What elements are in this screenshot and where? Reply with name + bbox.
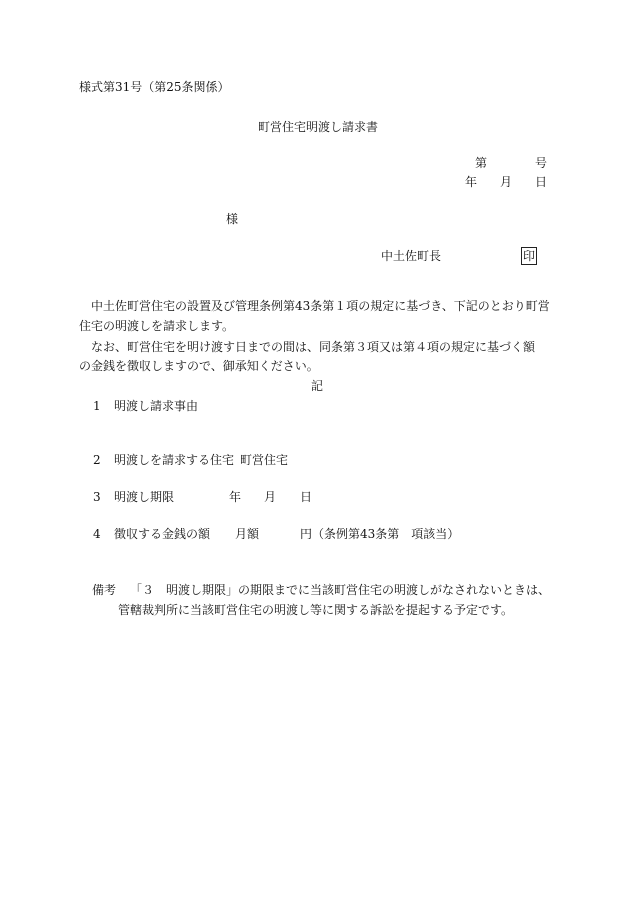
body-para1-line2: 住宅の明渡しを請求します。 [79, 319, 235, 333]
remarks-line2: 管轄裁判所に当該町営住宅の明渡し等に関する訴訟を提起する予定です。 [118, 603, 514, 617]
date-day: 日 [535, 175, 548, 189]
doc-number-dai: 第 [475, 156, 488, 170]
date-month: 月 [500, 175, 513, 189]
item-1-label: 明渡し請求事由 [114, 399, 199, 413]
item-2-number: 2 [93, 453, 101, 467]
remarks-label: 備考 [92, 583, 117, 597]
item-4-label: 徴収する金銭の額 [114, 527, 211, 541]
ki-heading: 記 [311, 379, 324, 393]
item-1-number: 1 [93, 399, 101, 413]
body-para2-line2: の金銭を徴収しますので、御承知ください。 [79, 359, 319, 373]
body-para2-line1: なお、町営住宅を明け渡す日までの間は、同条第３項又は第４項の規定に基づく額 [91, 340, 536, 354]
sender-name: 中土佐町長 [381, 249, 442, 263]
item-3-number: 3 [93, 490, 101, 504]
remarks-line1: 「３ 明渡し期限」の期限までに当該町営住宅の明渡しがなされないときは、 [130, 583, 551, 597]
body-para1-line1: 中土佐町営住宅の設置及び管理条例第43条第１項の規定に基づき、下記のとおり町営 [91, 299, 550, 313]
seal-box: 印 [522, 249, 535, 263]
date-year: 年 [465, 175, 478, 189]
addressee-sama: 様 [226, 212, 239, 226]
form-number: 様式第31号（第25条関係） [79, 80, 230, 94]
item-4-value: 月額 [235, 527, 260, 541]
item-3-year: 年 [229, 490, 242, 504]
item-4-yen: 円（条例第43条第 項該当） [300, 527, 460, 541]
item-2-label: 明渡しを請求する住宅 [114, 453, 235, 467]
item-4-number: 4 [93, 527, 101, 541]
doc-number-go: 号 [535, 156, 548, 170]
item-2-value: 町営住宅 [240, 453, 289, 467]
item-3-month: 月 [264, 490, 277, 504]
item-3-label: 明渡し期限 [114, 490, 175, 504]
document-title: 町営住宅明渡し請求書 [258, 120, 379, 134]
item-3-day: 日 [300, 490, 313, 504]
